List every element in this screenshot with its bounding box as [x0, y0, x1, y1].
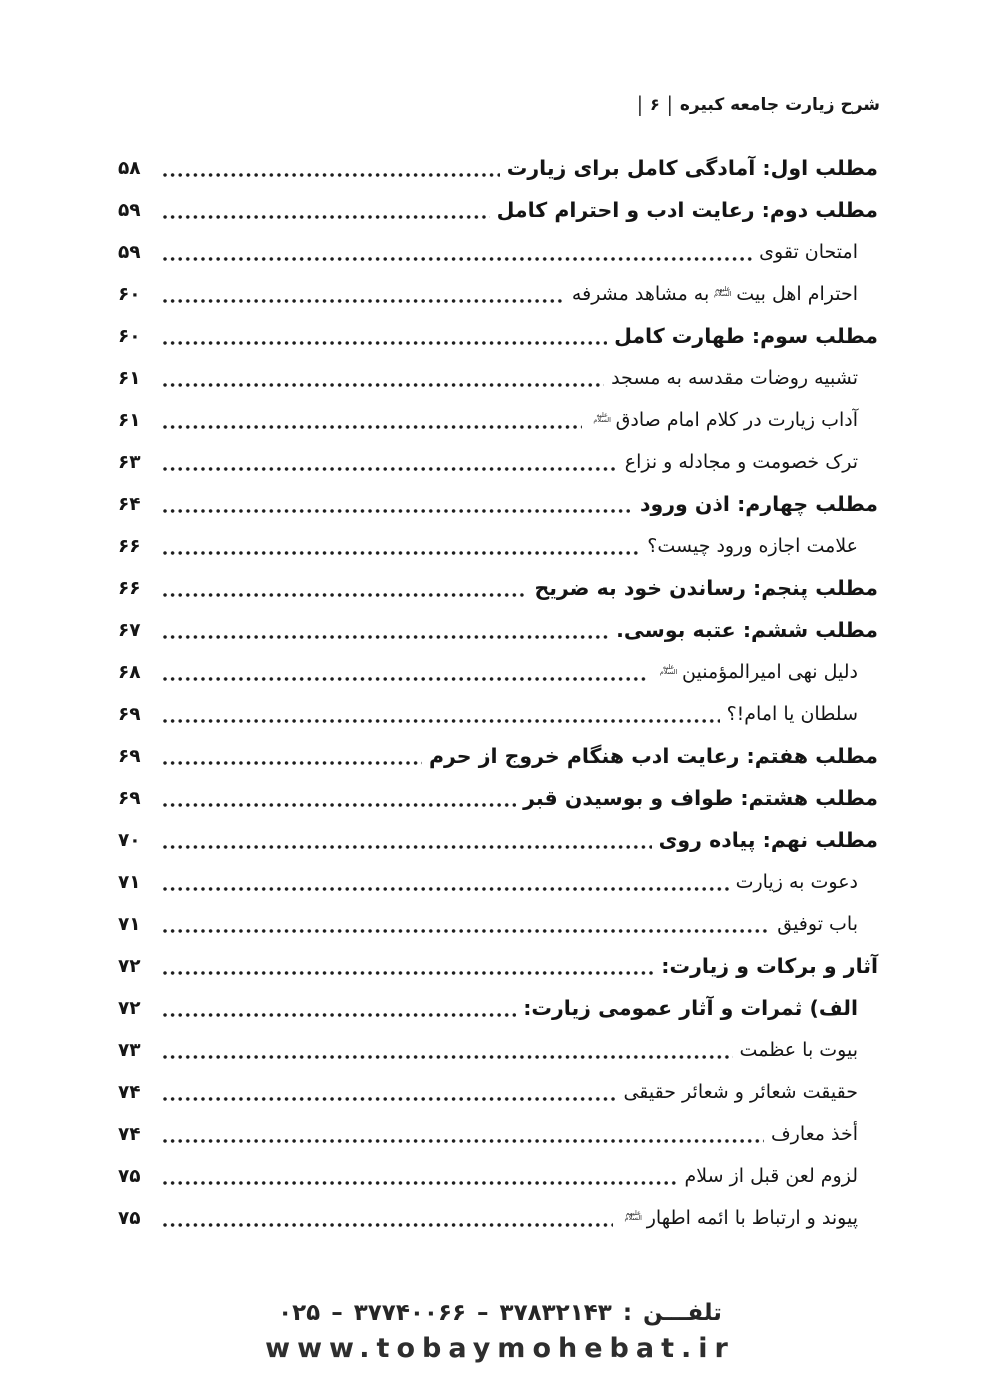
toc-entry [118, 777, 878, 819]
dotted-leader [161, 147, 500, 189]
dotted-leader [161, 861, 729, 903]
toc-entry [118, 189, 878, 231]
dotted-leader [161, 651, 648, 693]
dotted-leader [161, 483, 633, 525]
entry-page-number: ۷۴ [118, 1081, 141, 1103]
entry-page-number: ۶۶ [118, 577, 141, 599]
entry-title: أخذ معارف [770, 1123, 858, 1145]
entry-title: امتحان تقوی [759, 241, 858, 263]
toc-entry [118, 1197, 878, 1239]
dotted-leader [161, 1155, 678, 1197]
entry-page-number: ۶۳ [118, 451, 141, 473]
toc-entry [118, 273, 878, 315]
entry-page-number: ۶۹ [118, 745, 141, 767]
entry-page-number: ۶۱ [118, 367, 141, 389]
entry-page-number: ۶۹ [118, 787, 141, 809]
entry-title: الف) ثمرات و آثار عمومی زیارت: [523, 996, 858, 1020]
entry-page-number: ۷۱ [118, 913, 141, 935]
entry-page-number: ۶۱ [118, 409, 141, 431]
entry-title: مطلب دوم: رعایت ادب و احترام کامل [496, 198, 878, 222]
toc-entry [118, 231, 878, 273]
dotted-leader [161, 1029, 733, 1071]
phone-number: ۳۷۷۴۰۰۶۶ [353, 1300, 467, 1326]
entry-title: مطلب چهارم: اذن ورود [639, 492, 878, 516]
website-url: www.tobaymohebat.ir [265, 1333, 735, 1364]
entry-title: بیوت با عظمت [739, 1039, 858, 1061]
entry-page-number: ۵۹ [118, 199, 141, 221]
entry-title: آداب زیارت در کلام امام صادقعلیه السلام [593, 409, 858, 431]
honorific-symbol: علیهم السلام [714, 284, 732, 298]
entry-title: حقیقت شعائر و شعائر حقیقی [623, 1081, 858, 1103]
honorific-symbol: علیهم السلام [624, 1208, 642, 1222]
entry-title: سلطان یا امام!؟ [726, 703, 858, 725]
entry-title: ترک خصومت و مجادله و نزاع [624, 451, 858, 473]
toc-entry [118, 441, 878, 483]
dotted-leader [161, 1113, 764, 1155]
table-of-contents [118, 147, 878, 1239]
entry-page-number: ۷۰ [118, 829, 141, 851]
toc-entry [118, 483, 878, 525]
entry-page-number: ۷۵ [118, 1165, 141, 1187]
phone-label: تلفـــن [643, 1300, 722, 1326]
entry-page-number: ۶۷ [118, 619, 141, 641]
dotted-leader [161, 777, 516, 819]
entry-page-number: ۶۸ [118, 661, 141, 683]
header-separator-left-icon: | [636, 92, 643, 117]
page-footer [0, 1300, 1000, 1364]
entry-page-number: ۶۰ [118, 283, 141, 305]
toc-entry [118, 987, 878, 1029]
dotted-leader [161, 357, 604, 399]
phone-number: ۳۷۸۳۲۱۴۳ [499, 1300, 612, 1326]
entry-title: دلیل نهی امیرالمؤمنینعلیه السلام [659, 661, 858, 683]
toc-entry [118, 861, 878, 903]
toc-entry [118, 399, 878, 441]
entry-title: مطلب هشتم: طواف و بوسیدن قبر [523, 786, 878, 810]
honorific-symbol: علیه السلام [659, 662, 678, 676]
page-number: ۶ [649, 95, 660, 114]
page-header [637, 94, 880, 115]
toc-entry [118, 735, 878, 777]
entry-title: پیوند و ارتباط با ائمه اطهارعلیهم السلام [624, 1207, 858, 1229]
toc-entry [118, 651, 878, 693]
toc-entry [118, 147, 878, 189]
entry-page-number: ۷۵ [118, 1207, 141, 1229]
entry-title: لزوم لعن قبل از سلام [684, 1165, 858, 1187]
dotted-leader [161, 231, 752, 273]
dotted-leader [161, 945, 654, 987]
entry-title: آثار و برکات و زیارت: [661, 954, 878, 978]
entry-page-number: ۵۹ [118, 241, 141, 263]
dotted-leader [161, 693, 720, 735]
entry-title: احترام اهل بیتعلیهم السلامبه مشاهد مشرفه [571, 283, 858, 305]
entry-page-number: ۶۰ [118, 325, 141, 347]
toc-entry [118, 903, 878, 945]
toc-entry [118, 1071, 878, 1113]
entry-title: دعوت به زیارت [735, 871, 858, 893]
entry-page-number: ۶۶ [118, 535, 141, 557]
entry-title: مطلب سوم: طهارت کامل [614, 324, 878, 348]
entry-page-number: ۷۴ [118, 1123, 141, 1145]
phone-dash: – [477, 1300, 489, 1326]
entry-page-number: ۵۸ [118, 157, 141, 179]
toc-entry [118, 1155, 878, 1197]
dotted-leader [161, 441, 618, 483]
book-title: شرح زیارت جامعه کبیره [679, 95, 880, 115]
dotted-leader [161, 903, 770, 945]
dotted-leader [161, 609, 609, 651]
entry-page-number: ۷۲ [118, 997, 141, 1019]
toc-entry [118, 819, 878, 861]
entry-title: علامت اجازه ورود چیست؟ [647, 535, 858, 557]
toc-entry [118, 945, 878, 987]
dotted-leader [161, 735, 422, 777]
entry-title: تشبیه روضات مقدسه به مسجد [611, 367, 858, 389]
entry-title: باب توفیق [777, 913, 858, 935]
header-separator-right-icon: | [666, 92, 673, 117]
honorific-symbol: علیه السلام [593, 410, 611, 424]
dotted-leader [161, 1197, 613, 1239]
entry-title: مطلب نهم: پیاده روی [658, 828, 878, 852]
toc-entry [118, 567, 878, 609]
toc-entry [118, 525, 878, 567]
phone-dash: – [331, 1300, 343, 1326]
phone-colon: : [622, 1300, 633, 1326]
toc-entry [118, 693, 878, 735]
entry-title: مطلب پنجم: رساندن خود به ضریح [534, 576, 878, 600]
dotted-leader [161, 399, 582, 441]
entry-title: مطلب اول: آمادگی کامل برای زیارت [506, 156, 878, 180]
entry-page-number: ۷۳ [118, 1039, 141, 1061]
toc-entry [118, 315, 878, 357]
entry-page-number: ۷۲ [118, 955, 141, 977]
phone-number: ۰۲۵ [278, 1300, 321, 1326]
entry-title: مطلب ششم: عتبه بوسی. [616, 618, 878, 642]
dotted-leader [161, 567, 527, 609]
dotted-leader [161, 1071, 616, 1113]
toc-entry [118, 1113, 878, 1155]
dotted-leader [161, 525, 640, 567]
dotted-leader [161, 273, 565, 315]
entry-page-number: ۷۱ [118, 871, 141, 893]
toc-entry [118, 609, 878, 651]
dotted-leader [161, 315, 607, 357]
dotted-leader [161, 819, 652, 861]
toc-entry [118, 1029, 878, 1071]
toc-entry [118, 357, 878, 399]
entry-page-number: ۶۹ [118, 703, 141, 725]
dotted-leader [161, 189, 490, 231]
entry-title: مطلب هفتم: رعایت ادب هنگام خروج از حرم [429, 744, 878, 768]
dotted-leader [161, 987, 516, 1029]
phone-line [0, 1300, 1000, 1326]
entry-page-number: ۶۴ [118, 493, 141, 515]
